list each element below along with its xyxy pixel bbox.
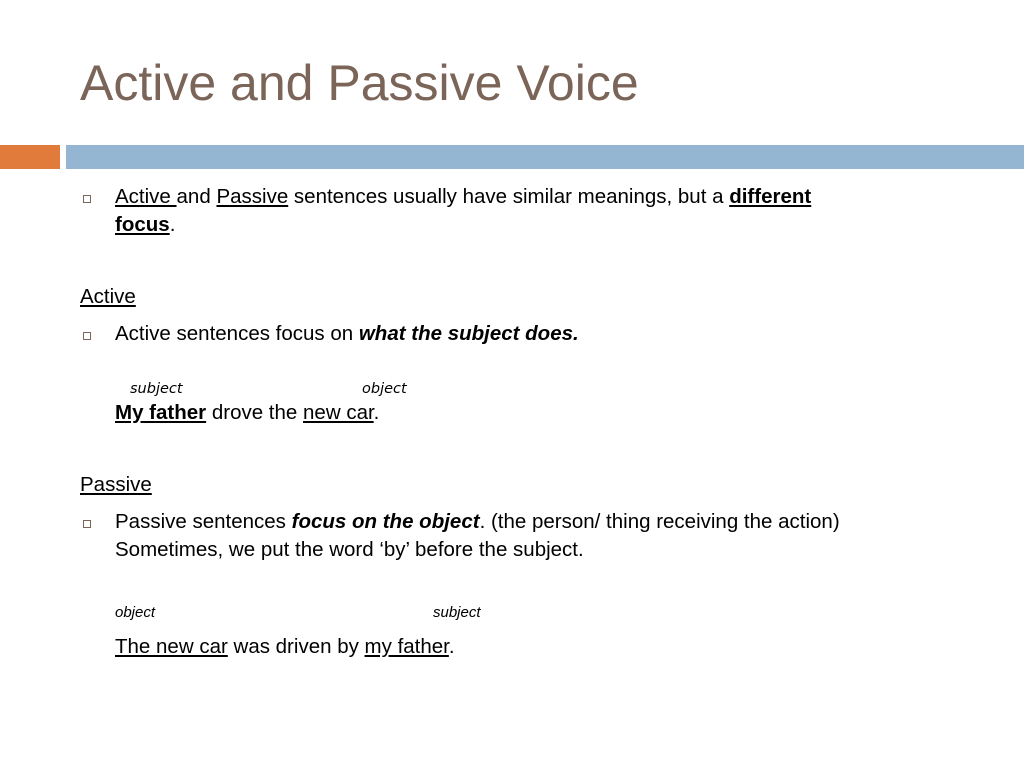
accent-bar-blue <box>66 145 1024 169</box>
intro-focus: focus <box>115 213 170 236</box>
active-heading: Active <box>80 285 136 308</box>
active-example-subject: My father <box>115 401 207 424</box>
intro-different: different <box>729 185 812 208</box>
intro-rest: sentences usually have similar meanings, but a <box>288 185 730 208</box>
passive-bullet-rest: . (the person/ thing receiving the action) <box>479 510 840 533</box>
passive-example-middle: was driven by <box>227 635 365 658</box>
passive-example <box>115 633 455 661</box>
passive-label-subject: subject <box>433 604 481 621</box>
intro-line-2 <box>115 211 175 239</box>
passive-bullet-text: Passive sentences <box>115 510 292 533</box>
active-label-subject: subject <box>130 381 183 397</box>
active-bullet-emphasis: what the subject does. <box>358 322 579 345</box>
active-label-object: object <box>362 381 407 397</box>
bullet-square-icon <box>83 195 91 203</box>
accent-bar-orange <box>0 145 60 169</box>
intro-passive-term: Passive <box>216 185 289 208</box>
active-example-object: new car <box>303 401 374 424</box>
passive-example-subject: my father <box>364 635 449 658</box>
passive-example-end: . <box>448 635 455 658</box>
active-example <box>115 399 379 427</box>
active-bullet-text: Active sentences focus on <box>115 322 359 345</box>
passive-bullet-emphasis: focus on the object <box>291 510 480 533</box>
bullet-square-icon <box>83 520 91 528</box>
passive-label-object: object <box>115 604 156 621</box>
intro-and: and <box>176 185 217 208</box>
active-bullet-line <box>115 320 579 348</box>
active-example-middle: drove the <box>206 401 304 424</box>
slide-title: Active and Passive Voice <box>80 55 639 111</box>
intro-active-term: Active <box>115 185 177 208</box>
bullet-square-icon <box>83 332 91 340</box>
passive-bullet-line-1 <box>115 508 840 536</box>
active-example-end: . <box>373 401 380 424</box>
passive-example-object: The new car <box>115 635 228 658</box>
intro-period: . <box>169 213 176 236</box>
passive-heading: Passive <box>80 473 152 496</box>
intro-line-1 <box>115 183 811 211</box>
passive-bullet-line-2: Sometimes, we put the word ‘by’ before the subject. <box>115 538 584 561</box>
